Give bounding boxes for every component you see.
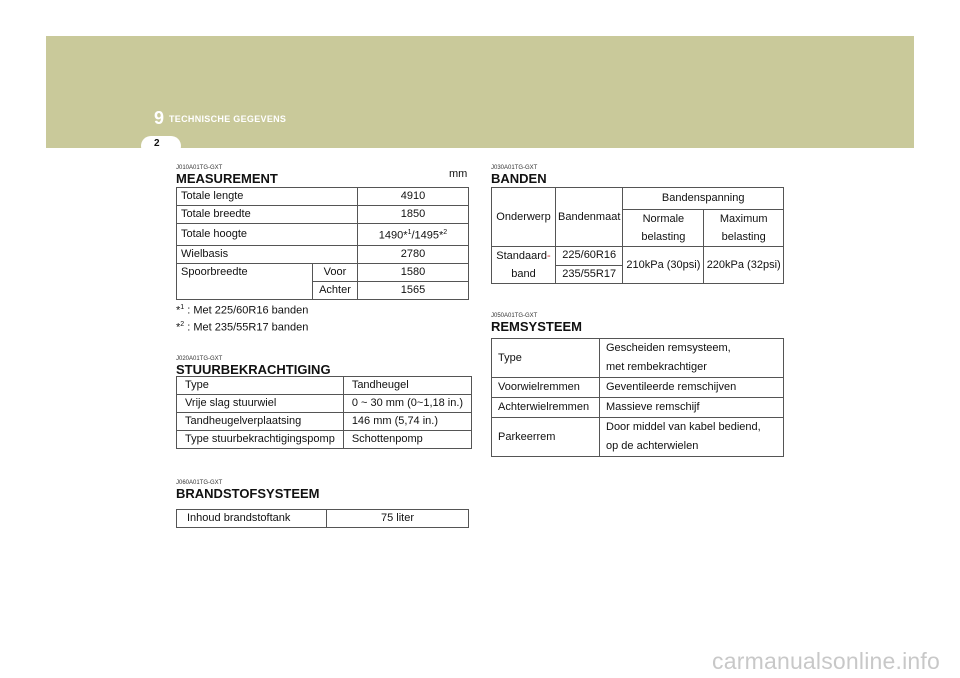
measurement-table <box>176 187 469 300</box>
tires-code: J030A01TG-GXT <box>491 165 538 171</box>
steering-label: Type stuurbekrachtigingspomp <box>177 431 344 449</box>
table-row <box>177 245 469 263</box>
tires-max-pressure: 220kPa (32psi) <box>704 247 784 284</box>
brakes-label: Type <box>492 339 600 378</box>
steering-value: 0 ~ 30 mm (0~1,18 in.) <box>343 395 471 413</box>
brakes-label: Voorwielremmen <box>492 378 600 398</box>
brakes-value: Geventileerde remschijven <box>600 378 784 398</box>
table-row <box>492 188 784 210</box>
tires-size: 235/55R17 <box>556 265 623 284</box>
measurement-label: Wielbasis <box>177 245 358 263</box>
table-row <box>177 188 469 206</box>
track-front-value: 1580 <box>358 263 469 281</box>
measurement-label: Totale hoogte <box>177 224 358 246</box>
brakes-heading: REMSYSTEEM <box>491 319 583 334</box>
steering-value: Schottenpomp <box>343 431 471 449</box>
tires-size: 225/60R16 <box>556 247 623 266</box>
track-label: Spoorbreedte <box>177 263 313 299</box>
section-title: TECHNISCHE GEGEVENS <box>169 114 287 124</box>
measurement-heading: MEASUREMENT <box>176 171 278 186</box>
table-row <box>492 339 784 378</box>
footnote: *$^1$ : Met 225/60R16 banden <box>176 304 309 317</box>
measurement-code: J010A01TG-GXT <box>176 165 223 171</box>
measurement-value: 1850 <box>358 206 469 224</box>
table-row <box>492 398 784 418</box>
table-row <box>177 395 472 413</box>
tires-col-pressure: Bandenspanning <box>623 188 784 210</box>
measurement-notes <box>176 301 308 334</box>
brakes-label: Achterwielremmen <box>492 398 600 418</box>
header-band <box>46 36 914 148</box>
brakes-value: Door middel van kabel bediend, op de achterwielen <box>600 418 784 457</box>
table-row <box>177 413 472 431</box>
footnote: *$^2$ : Met 235/55R17 banden <box>176 320 309 334</box>
tires-heading: BANDEN <box>491 171 547 186</box>
table-row <box>177 377 472 395</box>
fuel-table <box>176 509 469 528</box>
steering-value: 146 mm (5,74 in.) <box>343 413 471 431</box>
brakes-code: J050A01TG-GXT <box>491 313 538 319</box>
table-row <box>177 224 469 246</box>
brakes-label: Parkeerrem <box>492 418 600 457</box>
tires-col-normal: Normale belasting <box>623 210 704 247</box>
tires-normal-pressure: 210kPa (30psi) <box>623 247 704 284</box>
fuel-value: 75 liter <box>327 510 469 528</box>
steering-code: J020A01TG-GXT <box>176 356 223 362</box>
steering-heading: STUURBEKRACHTIGING <box>176 362 331 377</box>
track-front-label: Voor <box>313 263 358 281</box>
fuel-code: J060A01TG-GXT <box>176 480 223 486</box>
table-row <box>177 431 472 449</box>
measurement-value: 2780 <box>358 245 469 263</box>
steering-value: Tandheugel <box>343 377 471 395</box>
steering-label: Vrije slag stuurwiel <box>177 395 344 413</box>
measurement-label: Totale breedte <box>177 206 358 224</box>
table-row <box>177 206 469 224</box>
fuel-label: Inhoud brandstoftank <box>177 510 327 528</box>
measurement-value: 4910 <box>358 188 469 206</box>
watermark: carmanualsonline.info <box>712 648 940 674</box>
tires-row-type: Standaard- band <box>492 247 556 284</box>
steering-label: Tandheugelverplaatsing <box>177 413 344 431</box>
tires-table <box>491 187 784 284</box>
brakes-value: Gescheiden remsysteem, met rembekrachtiger <box>600 339 784 378</box>
table-row <box>177 263 469 281</box>
page-number-tab <box>141 136 181 156</box>
fuel-heading: BRANDSTOFSYSTEEM <box>176 486 320 501</box>
track-rear-value: 1565 <box>358 281 469 299</box>
steering-label: Type <box>177 377 344 395</box>
table-row <box>177 510 469 528</box>
tires-col-type: Onderwerp <box>492 188 556 247</box>
table-row <box>492 378 784 398</box>
tires-col-max: Maximum belasting <box>704 210 784 247</box>
brakes-value: Massieve remschijf <box>600 398 784 418</box>
table-row <box>492 418 784 457</box>
track-rear-label: Achter <box>313 281 358 299</box>
steering-table <box>176 376 472 449</box>
measurement-value: 1490*$^1$/1495*$^2$ <box>358 224 469 246</box>
brakes-table <box>491 338 784 457</box>
tires-col-size: Bandenmaat <box>556 188 623 247</box>
section-number: 9 <box>154 108 165 128</box>
measurement-label: Totale lengte <box>177 188 358 206</box>
measurement-unit: mm <box>449 168 468 180</box>
table-row <box>492 247 784 266</box>
page-number: 2 <box>154 138 160 149</box>
